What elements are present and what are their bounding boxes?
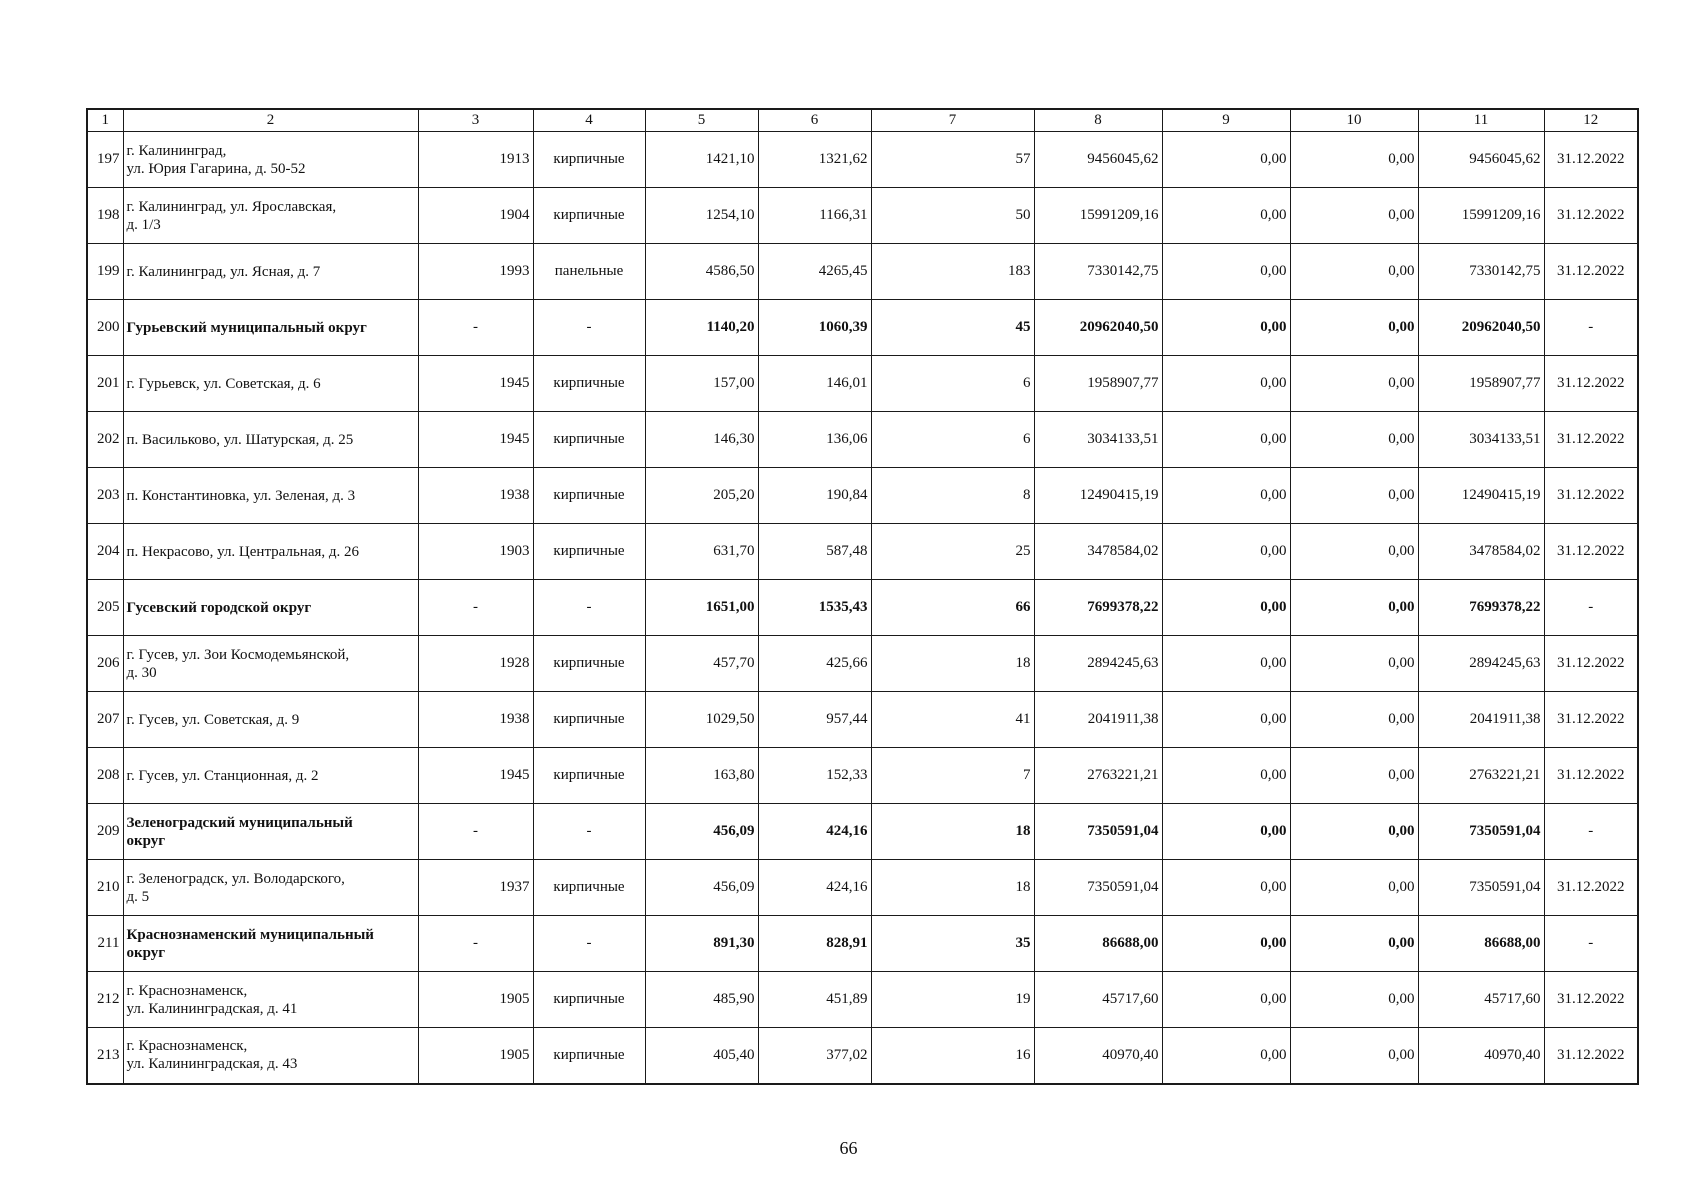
value-cell-5: 205,20	[645, 468, 758, 524]
value-cell-5: 1651,00	[645, 580, 758, 636]
date-cell: 31.12.2022	[1544, 860, 1638, 916]
date-cell: 31.12.2022	[1544, 188, 1638, 244]
row-number: 197	[87, 132, 123, 188]
column-header: 5	[645, 109, 758, 132]
address-cell: Гусевский городской округ	[123, 580, 418, 636]
value-cell-8: 7350591,04	[1034, 860, 1162, 916]
material-cell: кирпичные	[533, 188, 645, 244]
address-cell: г. Краснознаменск, ул. Калининградская, д. 43	[123, 1028, 418, 1084]
date-cell: 31.12.2022	[1544, 356, 1638, 412]
value-cell-7: 50	[871, 188, 1034, 244]
value-cell-5: 631,70	[645, 524, 758, 580]
date-cell: -	[1544, 300, 1638, 356]
value-cell-6: 190,84	[758, 468, 871, 524]
housing-table	[86, 108, 1639, 1085]
value-cell-7: 45	[871, 300, 1034, 356]
table-row	[87, 412, 1638, 468]
value-cell-10: 0,00	[1290, 916, 1418, 972]
address-cell: г. Зеленоградск, ул. Володарского, д. 5	[123, 860, 418, 916]
value-cell-10: 0,00	[1290, 972, 1418, 1028]
date-cell: -	[1544, 804, 1638, 860]
value-cell-10: 0,00	[1290, 244, 1418, 300]
value-cell-8: 86688,00	[1034, 916, 1162, 972]
row-number: 205	[87, 580, 123, 636]
column-header: 9	[1162, 109, 1290, 132]
value-cell-6: 424,16	[758, 804, 871, 860]
value-cell-6: 377,02	[758, 1028, 871, 1084]
address-cell: г. Гусев, ул. Зои Космодемьянской, д. 30	[123, 636, 418, 692]
value-cell-5: 157,00	[645, 356, 758, 412]
row-number: 206	[87, 636, 123, 692]
address-cell: г. Калининград, ул. Ясная, д. 7	[123, 244, 418, 300]
value-cell-6: 957,44	[758, 692, 871, 748]
value-cell-6: 1166,31	[758, 188, 871, 244]
table-row-subtotal	[87, 580, 1638, 636]
row-number: 198	[87, 188, 123, 244]
value-cell-11: 40970,40	[1418, 1028, 1544, 1084]
value-cell-11: 86688,00	[1418, 916, 1544, 972]
value-cell-11: 7699378,22	[1418, 580, 1544, 636]
table-row	[87, 636, 1638, 692]
value-cell-5: 163,80	[645, 748, 758, 804]
year-cell: -	[418, 580, 533, 636]
value-cell-8: 2041911,38	[1034, 692, 1162, 748]
value-cell-11: 15991209,16	[1418, 188, 1544, 244]
value-cell-9: 0,00	[1162, 692, 1290, 748]
address-cell: г. Гусев, ул. Советская, д. 9	[123, 692, 418, 748]
value-cell-7: 16	[871, 1028, 1034, 1084]
value-cell-6: 152,33	[758, 748, 871, 804]
year-cell: 1905	[418, 972, 533, 1028]
value-cell-11: 7350591,04	[1418, 804, 1544, 860]
value-cell-5: 891,30	[645, 916, 758, 972]
material-cell: кирпичные	[533, 132, 645, 188]
value-cell-10: 0,00	[1290, 804, 1418, 860]
table-row	[87, 132, 1638, 188]
date-cell: 31.12.2022	[1544, 468, 1638, 524]
value-cell-9: 0,00	[1162, 1028, 1290, 1084]
value-cell-7: 57	[871, 132, 1034, 188]
value-cell-11: 1958907,77	[1418, 356, 1544, 412]
table-row	[87, 748, 1638, 804]
value-cell-8: 7350591,04	[1034, 804, 1162, 860]
year-cell: -	[418, 916, 533, 972]
value-cell-8: 7330142,75	[1034, 244, 1162, 300]
value-cell-8: 40970,40	[1034, 1028, 1162, 1084]
row-number: 202	[87, 412, 123, 468]
value-cell-8: 20962040,50	[1034, 300, 1162, 356]
value-cell-9: 0,00	[1162, 972, 1290, 1028]
value-cell-10: 0,00	[1290, 188, 1418, 244]
value-cell-11: 3478584,02	[1418, 524, 1544, 580]
material-cell: кирпичные	[533, 468, 645, 524]
year-cell: 1913	[418, 132, 533, 188]
material-cell: -	[533, 916, 645, 972]
value-cell-10: 0,00	[1290, 356, 1418, 412]
address-cell: г. Калининград, ул. Ярославская, д. 1/3	[123, 188, 418, 244]
address-cell: п. Некрасово, ул. Центральная, д. 26	[123, 524, 418, 580]
table-row	[87, 356, 1638, 412]
date-cell: 31.12.2022	[1544, 636, 1638, 692]
value-cell-9: 0,00	[1162, 468, 1290, 524]
value-cell-11: 20962040,50	[1418, 300, 1544, 356]
date-cell: -	[1544, 580, 1638, 636]
row-number: 213	[87, 1028, 123, 1084]
address-cell: г. Гурьевск, ул. Советская, д. 6	[123, 356, 418, 412]
value-cell-9: 0,00	[1162, 524, 1290, 580]
value-cell-6: 828,91	[758, 916, 871, 972]
material-cell: -	[533, 300, 645, 356]
address-cell: п. Васильково, ул. Шатурская, д. 25	[123, 412, 418, 468]
material-cell: панельные	[533, 244, 645, 300]
value-cell-10: 0,00	[1290, 580, 1418, 636]
value-cell-11: 45717,60	[1418, 972, 1544, 1028]
column-header: 1	[87, 109, 123, 132]
year-cell: -	[418, 300, 533, 356]
value-cell-9: 0,00	[1162, 132, 1290, 188]
material-cell: кирпичные	[533, 412, 645, 468]
table-row	[87, 244, 1638, 300]
row-number: 203	[87, 468, 123, 524]
value-cell-9: 0,00	[1162, 580, 1290, 636]
column-header: 8	[1034, 109, 1162, 132]
value-cell-5: 1254,10	[645, 188, 758, 244]
year-cell: 1937	[418, 860, 533, 916]
material-cell: кирпичные	[533, 636, 645, 692]
address-cell: Гурьевский муниципальный округ	[123, 300, 418, 356]
row-number: 201	[87, 356, 123, 412]
value-cell-8: 9456045,62	[1034, 132, 1162, 188]
row-number: 208	[87, 748, 123, 804]
value-cell-7: 66	[871, 580, 1034, 636]
year-cell: 1905	[418, 1028, 533, 1084]
value-cell-6: 451,89	[758, 972, 871, 1028]
value-cell-10: 0,00	[1290, 524, 1418, 580]
date-cell: 31.12.2022	[1544, 244, 1638, 300]
value-cell-7: 8	[871, 468, 1034, 524]
material-cell: кирпичные	[533, 1028, 645, 1084]
year-cell: 1903	[418, 524, 533, 580]
table-row-subtotal	[87, 804, 1638, 860]
material-cell: кирпичные	[533, 972, 645, 1028]
header-row	[87, 109, 1638, 132]
row-number: 199	[87, 244, 123, 300]
value-cell-9: 0,00	[1162, 244, 1290, 300]
table-body	[87, 132, 1638, 1084]
value-cell-5: 1029,50	[645, 692, 758, 748]
value-cell-11: 2894245,63	[1418, 636, 1544, 692]
table-row	[87, 468, 1638, 524]
value-cell-11: 7330142,75	[1418, 244, 1544, 300]
value-cell-9: 0,00	[1162, 804, 1290, 860]
year-cell: 1904	[418, 188, 533, 244]
column-header: 12	[1544, 109, 1638, 132]
value-cell-5: 485,90	[645, 972, 758, 1028]
date-cell: 31.12.2022	[1544, 132, 1638, 188]
row-number: 212	[87, 972, 123, 1028]
value-cell-8: 2763221,21	[1034, 748, 1162, 804]
row-number: 200	[87, 300, 123, 356]
material-cell: кирпичные	[533, 692, 645, 748]
page-number: 66	[839, 1138, 858, 1158]
value-cell-6: 136,06	[758, 412, 871, 468]
value-cell-9: 0,00	[1162, 636, 1290, 692]
value-cell-9: 0,00	[1162, 300, 1290, 356]
value-cell-10: 0,00	[1290, 132, 1418, 188]
value-cell-8: 1958907,77	[1034, 356, 1162, 412]
value-cell-8: 3034133,51	[1034, 412, 1162, 468]
value-cell-10: 0,00	[1290, 412, 1418, 468]
value-cell-9: 0,00	[1162, 860, 1290, 916]
table-row	[87, 1028, 1638, 1084]
value-cell-7: 18	[871, 636, 1034, 692]
material-cell: -	[533, 804, 645, 860]
value-cell-10: 0,00	[1290, 748, 1418, 804]
value-cell-7: 6	[871, 412, 1034, 468]
value-cell-10: 0,00	[1290, 468, 1418, 524]
year-cell: 1993	[418, 244, 533, 300]
year-cell: 1928	[418, 636, 533, 692]
address-cell: г. Калининград, ул. Юрия Гагарина, д. 50-52	[123, 132, 418, 188]
year-cell: 1938	[418, 468, 533, 524]
value-cell-10: 0,00	[1290, 636, 1418, 692]
value-cell-7: 19	[871, 972, 1034, 1028]
value-cell-7: 35	[871, 916, 1034, 972]
value-cell-6: 1535,43	[758, 580, 871, 636]
column-header: 3	[418, 109, 533, 132]
column-header: 4	[533, 109, 645, 132]
row-number: 209	[87, 804, 123, 860]
value-cell-8: 3478584,02	[1034, 524, 1162, 580]
value-cell-9: 0,00	[1162, 356, 1290, 412]
address-cell: г. Краснознаменск, ул. Калининградская, д. 41	[123, 972, 418, 1028]
material-cell: кирпичные	[533, 356, 645, 412]
address-cell: Краснознаменский муниципальный округ	[123, 916, 418, 972]
value-cell-6: 424,16	[758, 860, 871, 916]
value-cell-5: 1140,20	[645, 300, 758, 356]
value-cell-7: 18	[871, 860, 1034, 916]
column-header: 11	[1418, 109, 1544, 132]
date-cell: -	[1544, 916, 1638, 972]
table-row	[87, 524, 1638, 580]
value-cell-5: 4586,50	[645, 244, 758, 300]
table-row	[87, 972, 1638, 1028]
row-number: 210	[87, 860, 123, 916]
value-cell-9: 0,00	[1162, 412, 1290, 468]
date-cell: 31.12.2022	[1544, 524, 1638, 580]
year-cell: -	[418, 804, 533, 860]
value-cell-5: 456,09	[645, 804, 758, 860]
value-cell-7: 183	[871, 244, 1034, 300]
row-number: 211	[87, 916, 123, 972]
value-cell-9: 0,00	[1162, 748, 1290, 804]
value-cell-6: 1321,62	[758, 132, 871, 188]
year-cell: 1938	[418, 692, 533, 748]
value-cell-8: 15991209,16	[1034, 188, 1162, 244]
row-number: 207	[87, 692, 123, 748]
value-cell-11: 12490415,19	[1418, 468, 1544, 524]
value-cell-10: 0,00	[1290, 860, 1418, 916]
value-cell-10: 0,00	[1290, 300, 1418, 356]
material-cell: кирпичные	[533, 524, 645, 580]
date-cell: 31.12.2022	[1544, 972, 1638, 1028]
value-cell-10: 0,00	[1290, 1028, 1418, 1084]
table-row-subtotal	[87, 916, 1638, 972]
row-number: 204	[87, 524, 123, 580]
date-cell: 31.12.2022	[1544, 1028, 1638, 1084]
address-cell: Зеленоградский муниципальный округ	[123, 804, 418, 860]
year-cell: 1945	[418, 748, 533, 804]
value-cell-8: 12490415,19	[1034, 468, 1162, 524]
table-row	[87, 692, 1638, 748]
value-cell-5: 456,09	[645, 860, 758, 916]
value-cell-6: 587,48	[758, 524, 871, 580]
value-cell-11: 2763221,21	[1418, 748, 1544, 804]
table-row	[87, 860, 1638, 916]
value-cell-10: 0,00	[1290, 692, 1418, 748]
value-cell-11: 7350591,04	[1418, 860, 1544, 916]
column-header: 10	[1290, 109, 1418, 132]
value-cell-5: 146,30	[645, 412, 758, 468]
value-cell-6: 425,66	[758, 636, 871, 692]
value-cell-7: 41	[871, 692, 1034, 748]
column-header: 7	[871, 109, 1034, 132]
value-cell-9: 0,00	[1162, 916, 1290, 972]
material-cell: кирпичные	[533, 748, 645, 804]
value-cell-5: 457,70	[645, 636, 758, 692]
table-row-subtotal	[87, 300, 1638, 356]
date-cell: 31.12.2022	[1544, 412, 1638, 468]
value-cell-11: 2041911,38	[1418, 692, 1544, 748]
value-cell-7: 7	[871, 748, 1034, 804]
value-cell-6: 146,01	[758, 356, 871, 412]
value-cell-5: 1421,10	[645, 132, 758, 188]
column-header: 2	[123, 109, 418, 132]
table-row	[87, 188, 1638, 244]
value-cell-9: 0,00	[1162, 188, 1290, 244]
column-header: 6	[758, 109, 871, 132]
value-cell-8: 7699378,22	[1034, 580, 1162, 636]
value-cell-5: 405,40	[645, 1028, 758, 1084]
year-cell: 1945	[418, 412, 533, 468]
material-cell: кирпичные	[533, 860, 645, 916]
value-cell-6: 4265,45	[758, 244, 871, 300]
date-cell: 31.12.2022	[1544, 692, 1638, 748]
value-cell-7: 18	[871, 804, 1034, 860]
address-cell: г. Гусев, ул. Станционная, д. 2	[123, 748, 418, 804]
value-cell-8: 2894245,63	[1034, 636, 1162, 692]
value-cell-8: 45717,60	[1034, 972, 1162, 1028]
value-cell-7: 25	[871, 524, 1034, 580]
address-cell: п. Константиновка, ул. Зеленая, д. 3	[123, 468, 418, 524]
value-cell-11: 3034133,51	[1418, 412, 1544, 468]
value-cell-6: 1060,39	[758, 300, 871, 356]
value-cell-7: 6	[871, 356, 1034, 412]
material-cell: -	[533, 580, 645, 636]
value-cell-11: 9456045,62	[1418, 132, 1544, 188]
date-cell: 31.12.2022	[1544, 748, 1638, 804]
year-cell: 1945	[418, 356, 533, 412]
